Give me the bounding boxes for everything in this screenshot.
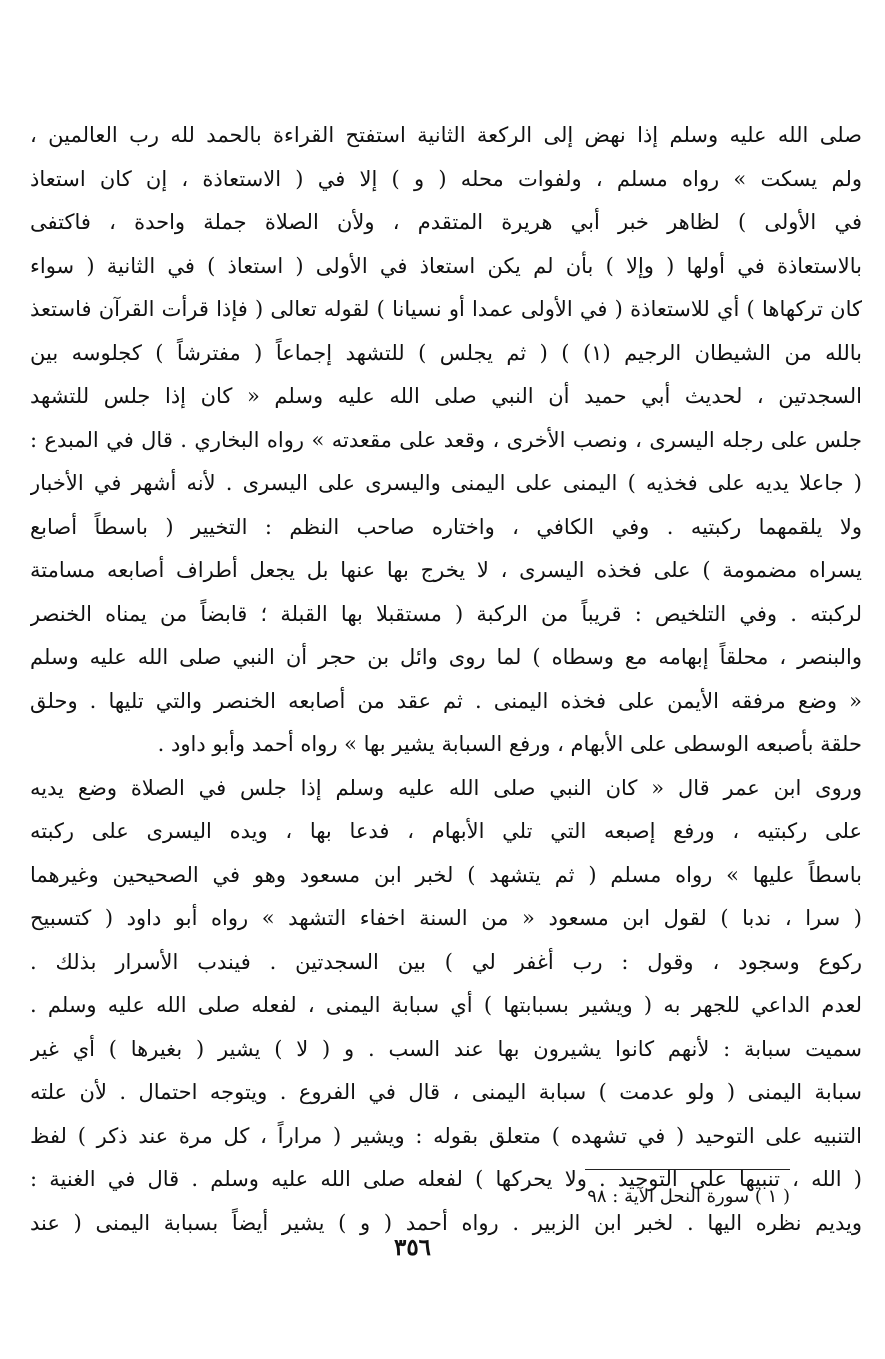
text-line: السجدتين ، لحديث أبي حميد أن النبي صلى الله عليه وسلم « كان إذا جلس للتشهد <box>30 384 862 408</box>
text-line: ولم يسكت » رواه مسلم ، ولفوات محله ( و ) إلا في ( الاستعاذة ، إن كان استعاذ <box>30 166 862 191</box>
text-line: كان تركهاها ) أي للاستعاذة ( في الأولى عمدا أو نسيانا ) لقوله تعالى ( فإذا قرأت القرآن فاستعذ <box>30 297 862 321</box>
text-line: ولا يلقمهما ركبتيه . وفي الكافي ، واختاره صاحب النظم : التخيير ( باسطاً أصابع <box>30 514 862 539</box>
text-line: لعدم الداعي للجهر به ( ويشير بسبابتها ) أي سبابة اليمنى ، لفعله صلى الله عليه وسلم . <box>30 993 862 1017</box>
text-line: بالاستعاذة في أولها ( وإلا ) بأن لم يكن استعاذ في الأولى ( استعاذ ) في الثانية ( سواء <box>30 253 862 278</box>
text-line: على ركبتيه ، ورفع إصبعه التي تلي الأبهام ، فدعا بها ، ويده اليسرى على ركبته <box>30 819 862 843</box>
text-line: التنبيه على التوحيد ( في تشهده ) متعلق بقوله : ويشير ( مراراً ، كل مرة عند ذكر ) لفظ <box>30 1123 862 1148</box>
text-line: سبابة اليمنى ( ولو عدمت ) سبابة اليمنى ، قال في الفروع . ويتوجه احتمال . لأن علته <box>30 1080 862 1104</box>
text-line: ( سرا ، ندبا ) لقول ابن مسعود « من السنة اخفاء التشهد » رواه أبو داود ( كتسبيح <box>30 906 862 930</box>
footnote-divider <box>585 1169 790 1170</box>
text-line: حلقة بأصبعه الوسطى على الأبهام ، ورفع السبابة يشير بها » رواه أحمد وأبو داود . <box>157 732 862 756</box>
text-line: بالله من الشيطان الرجيم (١) ) ( ثم يجلس ) للتشهد إجماعاً ( مفترشاً ) كجلوسه بين <box>30 340 862 365</box>
text-line: والبنصر ، محلقاً إبهامه مع وسطاه ) لما روى وائل بن حجر أن النبي صلى الله عليه وسلم <box>30 645 862 669</box>
text-line: سميت سبابة : لأنهم كانوا يشيرون بها عند السب . و ( لا ) يشير ( بغيرها ) أي غير <box>30 1036 862 1061</box>
page-number: ٣٥٦ <box>393 1234 432 1261</box>
footnote: ( ١ ) سورة النحل الآية : ٩٨ <box>587 1186 790 1207</box>
text-line: باسطاً عليها » رواه مسلم ( ثم يتشهد ) لخبر ابن مسعود وهو في الصحيحين وغيرهما <box>30 862 862 887</box>
text-line: في الأولى ) لظاهر خبر أبي هريرة المتقدم ، ولأن الصلاة جملة واحدة ، فاكتفى <box>30 210 862 234</box>
text-line: ركوع وسجود ، وقول : رب أغفر لي ) بين السجدتين . فيندب الأسرار بذلك . <box>30 949 862 974</box>
text-line: ( الله ، تنبيها على التوحيد . ولا يحركها ) لفعله صلى الله عليه وسلم . قال في الغنية : <box>30 1167 862 1191</box>
text-line: يسراه مضمومة ) على فخذه اليسرى ، لا يخرج بها عنها بل يجعل أطراف أصابعه مسامتة <box>30 558 862 582</box>
text-line: وروى ابن عمر قال « كان النبي صلى الله عليه وسلم إذا جلس في الصلاة وضع يديه <box>30 775 862 800</box>
body-text <box>30 114 862 1245</box>
text-line: لركبته . وفي التلخيص : قريباً من الركبة ( مستقبلا بها القبلة ؛ قابضاً من يمناه الخنصر <box>30 601 862 626</box>
text-line: ويديم نظره اليها . لخبر ابن الزبير . رواه أحمد ( و ) يشير أيضاً بسبابة اليمنى ( عند <box>30 1210 862 1235</box>
text-line: « وضع مرفقه الأيمن على فخذه اليمنى . ثم عقد من أصابعه الخنصر والتي تليها . وحلق <box>30 688 862 713</box>
text-line: ( جاعلا يديه على فخذيه ) اليمنى على اليمنى واليسرى على اليسرى . لأنه أشهر في الأخبار <box>30 471 862 495</box>
text-line: صلى الله عليه وسلم إذا نهض إلى الركعة الثانية استفتح القراءة بالحمد لله رب العالمين ، <box>30 123 862 147</box>
text-line: جلس على رجله اليسرى ، ونصب الأخرى ، وقعد على مقعدته » رواه البخاري . قال في المبدع : <box>30 427 862 452</box>
